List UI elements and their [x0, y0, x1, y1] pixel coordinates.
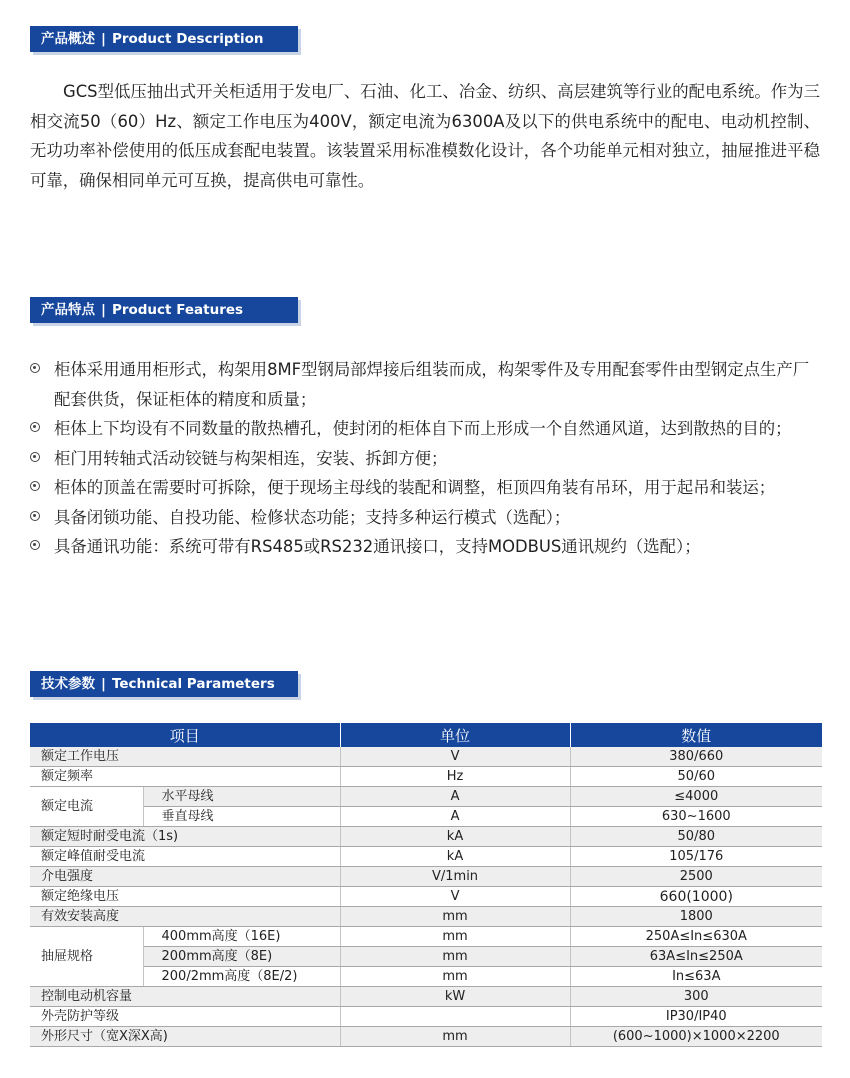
table-header-row [30, 723, 822, 747]
param-subitem: 400mm高度（16E) [143, 927, 340, 947]
circle-bullet-icon [30, 481, 40, 491]
param-unit: mm [340, 927, 570, 947]
param-value: In≤63A [570, 967, 822, 987]
feature-item [30, 444, 820, 474]
table-row [30, 847, 822, 867]
header-unit: 单位 [340, 723, 570, 747]
param-unit: kW [340, 987, 570, 1007]
param-value: 50/60 [570, 767, 822, 787]
circle-bullet-icon [30, 511, 40, 521]
header-item: 项目 [30, 723, 340, 747]
param-item: 额定短时耐受电流（1s) [30, 827, 340, 847]
param-value: IP30/IP40 [570, 1007, 822, 1027]
feature-text: 柜体采用通用柜形式，构架用8MF型钢局部焊接后组装而成，构架零件及专用配套零件由型钢定点生产厂配套供货，保证柜体的精度和质量； [54, 360, 810, 409]
technical-parameters-table [30, 723, 822, 1047]
param-item: 外形尺寸（宽X深X高) [30, 1027, 340, 1047]
feature-item [30, 414, 820, 444]
table-row [30, 947, 822, 967]
circle-bullet-icon [30, 452, 40, 462]
section-title-cn: 产品概述 [41, 31, 95, 47]
table-row [30, 907, 822, 927]
param-unit: V [340, 747, 570, 767]
section-title-description [30, 26, 298, 52]
param-value: ≤4000 [570, 787, 822, 807]
param-value: 630~1600 [570, 807, 822, 827]
header-value: 数值 [570, 723, 822, 747]
param-value: 63A≤In≤250A [570, 947, 822, 967]
param-value: 660(1000) [570, 887, 822, 907]
param-value: 380/660 [570, 747, 822, 767]
param-unit: Hz [340, 767, 570, 787]
feature-text: 具备闭锁功能、自投功能、检修状态功能；支持多种运行模式（选配）； [54, 507, 571, 527]
param-value: 1800 [570, 907, 822, 927]
feature-item [30, 503, 820, 533]
section-title-parameters [30, 671, 298, 697]
param-item: 控制电动机容量 [30, 987, 340, 1007]
param-unit: A [340, 807, 570, 827]
param-item: 额定频率 [30, 767, 340, 787]
param-value: 105/176 [570, 847, 822, 867]
description-paragraph: GCS型低压抽出式开关柜适用于发电厂、石油、化工、冶金、纺织、高层建筑等行业的配电系统。作为三相交流50（60）Hz、额定工作电压为400V，额定电流为6300A及以下的供电系统中的配电、电动机控制、无功功率补偿使用的低压成套配电装置。该装置采用标准模数化设计，各个功能单元相对独立，抽屉推进平稳可靠，确保相同单元可互换，提高供电可靠性。 [30, 82, 820, 190]
param-item: 抽屉规格 [30, 927, 143, 987]
param-value: 50/80 [570, 827, 822, 847]
feature-text: 柜体的顶盖在需要时可拆除，便于现场主母线的装配和调整，柜顶四角装有吊环，用于起吊和装运； [54, 478, 776, 497]
param-unit: mm [340, 947, 570, 967]
param-value: 2500 [570, 867, 822, 887]
title-separator: | [101, 31, 106, 47]
table-row [30, 927, 822, 947]
features-list [30, 355, 820, 562]
table-row [30, 1027, 822, 1047]
table-row [30, 767, 822, 787]
section-title-en: Product Description [111, 31, 264, 47]
circle-bullet-icon [30, 363, 40, 373]
section-title-cn: 产品特点 [41, 302, 95, 318]
feature-text: 具备通讯功能：系统可带有RS485或RS232通讯接口，支持MODBUS通讯规约（选配）； [54, 537, 701, 556]
param-item: 外壳防护等级 [30, 1007, 340, 1027]
table-row [30, 1007, 822, 1027]
section-title-features [30, 297, 298, 323]
param-subitem: 水平母线 [143, 787, 340, 807]
section-title-en: Product Features [111, 302, 244, 318]
table-row [30, 887, 822, 907]
param-subitem: 200mm高度（8E) [143, 947, 340, 967]
section-title-cn: 技术参数 [41, 676, 95, 692]
feature-item [30, 532, 820, 562]
title-separator: | [101, 676, 106, 692]
param-value: (600~1000)×1000×2200 [570, 1027, 822, 1047]
param-item: 额定绝缘电压 [30, 887, 340, 907]
table-row [30, 787, 822, 807]
param-subitem: 200/2mm高度（8E/2) [143, 967, 340, 987]
feature-item [30, 355, 820, 414]
table-row [30, 747, 822, 767]
param-unit: mm [340, 967, 570, 987]
param-value: 300 [570, 987, 822, 1007]
feature-text: 柜门用转轴式活动铰链与构架相连，安装、拆卸方便； [54, 448, 448, 468]
param-item: 额定峰值耐受电流 [30, 847, 340, 867]
param-unit: A [340, 787, 570, 807]
param-unit: kA [340, 847, 570, 867]
feature-item [30, 473, 820, 503]
param-item: 有效安装高度 [30, 907, 340, 927]
param-item: 介电强度 [30, 867, 340, 887]
param-unit: mm [340, 907, 570, 927]
param-unit: V/1min [340, 867, 570, 887]
param-item: 额定电流 [30, 787, 143, 827]
param-unit: kA [340, 827, 570, 847]
param-item: 额定工作电压 [30, 747, 340, 767]
table-row [30, 827, 822, 847]
table-row [30, 967, 822, 987]
param-unit: mm [340, 1027, 570, 1047]
param-subitem: 垂直母线 [143, 807, 340, 827]
table-row [30, 867, 822, 887]
circle-bullet-icon [30, 540, 40, 550]
section-title-en: Technical Parameters [111, 676, 275, 692]
circle-bullet-icon [30, 422, 40, 432]
param-unit [340, 1007, 570, 1027]
table-row [30, 987, 822, 1007]
param-unit: V [340, 887, 570, 907]
table-row [30, 807, 822, 827]
title-separator: | [101, 302, 106, 318]
param-value: 250A≤In≤630A [570, 927, 822, 947]
feature-text: 柜体上下均设有不同数量的散热槽孔，使封闭的柜体自下而上形成一个自然通风道，达到散热的目的； [54, 419, 792, 438]
